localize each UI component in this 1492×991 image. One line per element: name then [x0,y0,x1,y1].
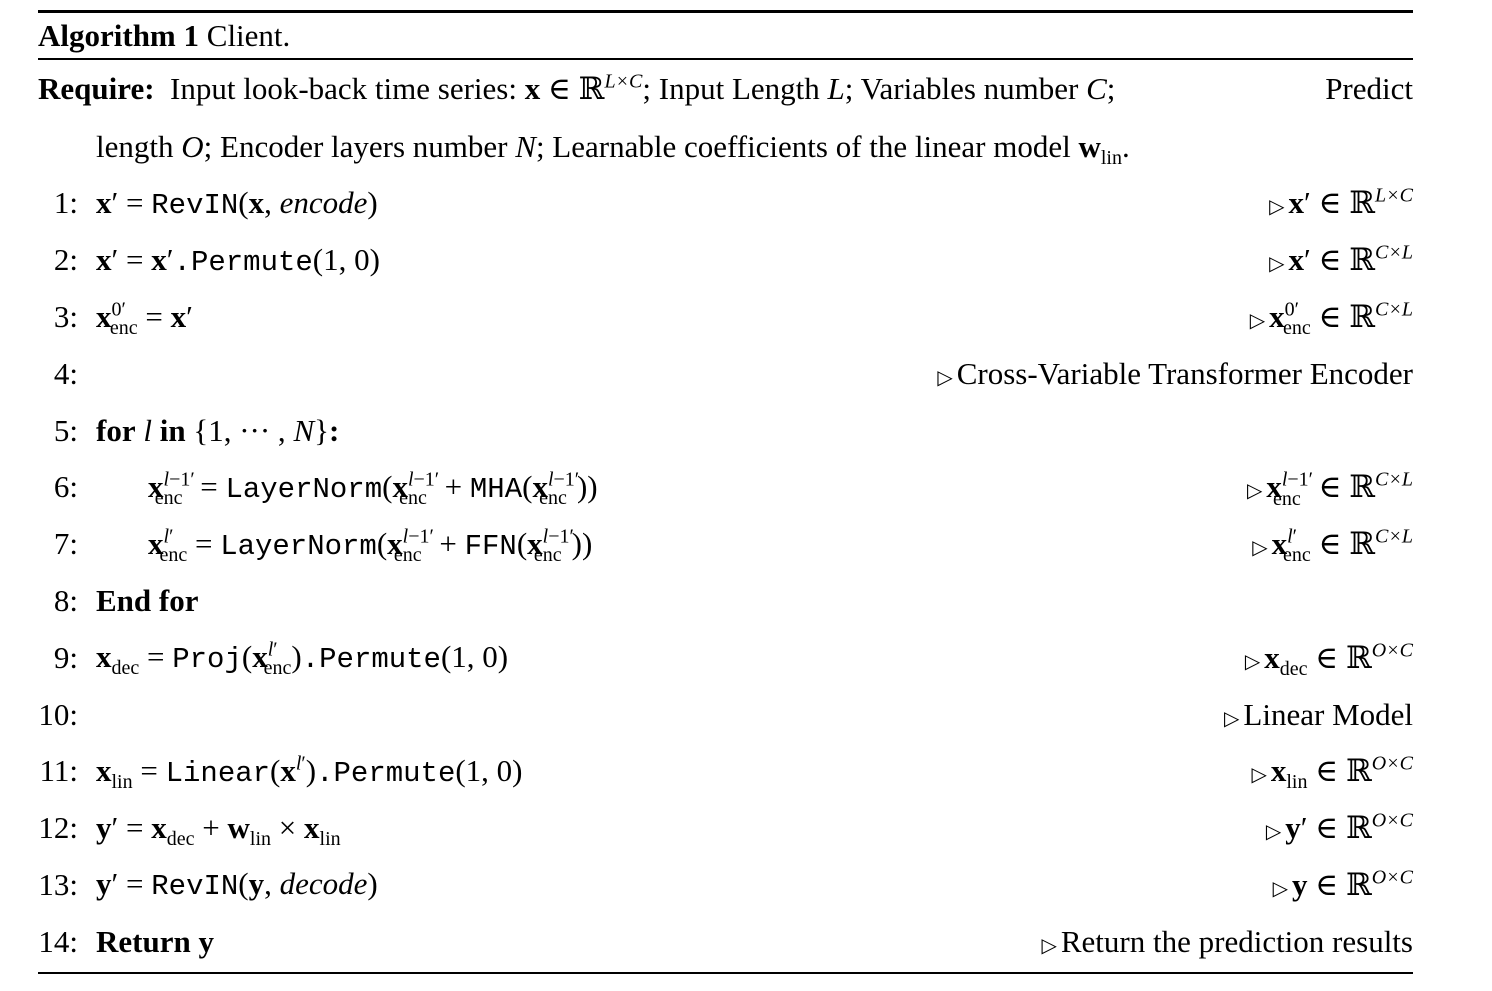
line-number: 2: [53,242,78,278]
line-comment: ▷ Linear Model [1224,696,1413,732]
line-number: 14: [38,923,78,959]
line-number: 7: [53,526,78,562]
line-code: $x_{dec}$ = $Proj(x^{l'}_{enc}).Permute(1$, 0) [96,638,509,680]
require-line-1: Require: Input look-back time series: x ∈ ℝ$^{L\times C}$; Input Length L; Variables number C; Predict [38,70,1413,107]
line-comment: ▷ x′ ∈ ℝ$^{C\times L}$ [1269,241,1413,279]
line-code: y′ = RevIN(y, decode) [96,866,378,904]
line-comment: ▷ Cross-Variable Transformer Encoder [937,355,1413,391]
line-code: $x_{lin}$ = $Linear(x^{l'}).Permute(1$, 0) [96,752,523,794]
algo-line-4 [38,345,1413,402]
line-number: 13: [38,866,78,902]
line-comment: ▷ $x_{lin}$ ∈ ℝ$^{O\times C}$ [1251,753,1413,794]
require-block [38,60,1413,175]
algo-line-1 [38,175,1413,232]
line-comment: ▷ y ∈ ℝ$^{O\times C}$ [1272,866,1413,903]
line-comment: ▷ $x^{l'}_{enc}$ ∈ ℝ$^{C\times L}$ [1252,525,1413,567]
line-code: x′ = RevIN(x, encode) [96,184,378,222]
algo-line-5 [38,402,1413,459]
line-number: 9: [53,639,78,675]
line-comment: ▷ $x^{0'}_{enc}$ ∈ ℝ$^{C\times L}$ [1249,298,1413,340]
require-label: Require: [38,71,155,106]
line-code: x′ = x′.Permute(1, 0) [96,241,380,279]
algo-line-13 [38,857,1413,914]
line-comment: ▷ y′ ∈ ℝ$^{O\times C}$ [1265,809,1413,847]
algo-line-11 [38,743,1413,800]
algo-line-2 [38,232,1413,289]
algo-line-14 [38,913,1413,970]
algo-line-6 [38,459,1413,516]
line-number: 10: [38,696,78,732]
algo-line-3 [38,289,1413,346]
require-line-2: length O; Encoder layers number N; Learnable coefficients of the linear model $w_{lin}$. [96,129,1130,170]
bottom-rule [38,972,1413,974]
line-code: for l in {1, ··· , N}: [96,412,340,448]
line-comment: ▷ x′ ∈ ℝ$^{L\times C}$ [1269,185,1413,222]
algo-line-9 [38,629,1413,686]
line-number: 5: [53,412,78,448]
algorithm-name: Client. [206,18,291,53]
line-comment: ▷ $x^{l-1'}_{enc}$ ∈ ℝ$^{C\times L}$ [1246,469,1413,510]
line-number: 11: [39,753,78,789]
line-number: 4: [53,355,78,391]
algorithm-title [38,13,1413,58]
line-code: End for [96,582,199,618]
algo-line-8 [38,573,1413,630]
line-code: Return y [96,923,214,959]
algo-line-7 [38,516,1413,573]
line-code: $y' = x_{dec} + w_{lin} \times x_{lin}$ [96,810,341,851]
line-number: 1: [53,185,78,221]
line-code: $x^{l'}_{enc}$ = $LayerNorm(x^{l-1'}_{enc} + FFN(x^{l-1'}_{enc}$ )) [148,525,593,566]
algorithm-block [38,10,1413,974]
line-code: $x^{0'}_{enc} = x'$ [96,298,193,340]
algo-line-10 [38,686,1413,743]
line-number: 3: [53,298,78,334]
line-number: 6: [53,469,78,505]
line-comment: ▷ Return the prediction results [1041,923,1413,959]
line-number: 12: [38,810,78,846]
algorithm-label: Algorithm 1 [38,18,200,53]
algo-line-12 [38,800,1413,857]
line-comment: ▷ $x_{dec}$ ∈ ℝ$^{O\times C}$ [1244,639,1413,680]
line-code: $x^{l-1'}_{enc}$ = $LayerNorm(x^{l-1'}_{enc} + MHA(x^{l-1'}_{enc}$ )) [148,468,598,510]
line-number: 8: [53,582,78,618]
